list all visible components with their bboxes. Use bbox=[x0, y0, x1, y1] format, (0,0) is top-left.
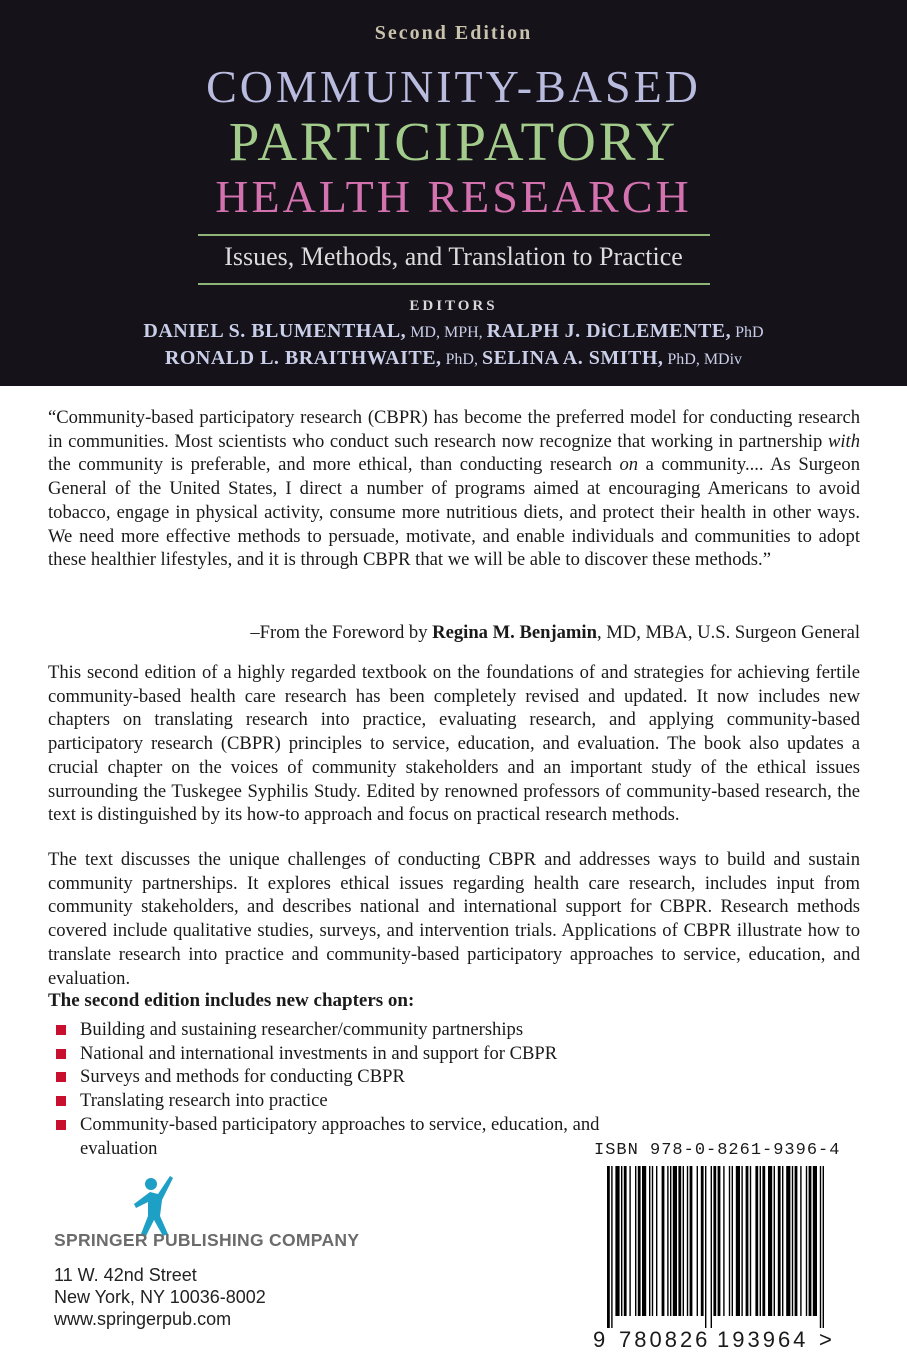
barcode-bar bbox=[667, 1166, 668, 1316]
barcode-bar bbox=[732, 1166, 733, 1316]
barcode-bar bbox=[629, 1166, 630, 1316]
barcode-bar bbox=[750, 1166, 751, 1316]
barcode-bar bbox=[718, 1166, 721, 1316]
list-item-text: Surveys and methods for conducting CBPR bbox=[80, 1066, 405, 1088]
barcode-bar bbox=[778, 1166, 781, 1316]
barcode-bar bbox=[652, 1166, 653, 1316]
editors-label: EDITORS bbox=[409, 298, 498, 314]
list-item-text: Building and sustaining researcher/community partnerships bbox=[80, 1019, 524, 1040]
quote-text: the community is preferable, and more ethical, than conducting research bbox=[48, 454, 620, 476]
list-item bbox=[56, 1089, 616, 1113]
title-line-1: COMMUNITY-BASED bbox=[206, 61, 701, 112]
editor-name: DANIEL S. BLUMENTHAL, bbox=[143, 320, 407, 342]
quote-text: a community.... As Surgeon General of the United States, I direct a number of programs aimed at encouraging Americans to avoid tobacco, engage in physical activity, consume more nutritious diets, and protect their health in other ways. We need more effective methods to persuade, motivate, and enable individuals and communities to adopt these healthier lifestyles, and it is through CBPR that we will be able to discover these methods.” bbox=[48, 454, 860, 571]
barcode-left-group: 780826 bbox=[619, 1327, 711, 1352]
barcode-bar bbox=[673, 1166, 677, 1316]
editor-name: RALPH J. DiCLEMENTE, bbox=[486, 320, 732, 342]
square-bullet-icon bbox=[56, 1072, 66, 1082]
barcode-bar bbox=[795, 1166, 798, 1316]
barcode-bar bbox=[687, 1166, 688, 1316]
cover-header bbox=[0, 0, 907, 386]
barcode-bar bbox=[786, 1166, 790, 1316]
editor-name: RONALD L. BRAITHWAITE, bbox=[164, 347, 442, 369]
address-line: New York, NY 10036-8002 bbox=[54, 1287, 266, 1307]
quote-text: “Community-based participatory research (CBPR) has become the preferred model for conducting research in communities. Most scientists who conduct such research now recognize that working in partnership bbox=[48, 407, 860, 452]
editors-line-2 bbox=[0, 347, 907, 370]
barcode-bar bbox=[774, 1166, 775, 1316]
barcode-bar bbox=[713, 1166, 716, 1316]
attribution-prefix: –From the Foreword by bbox=[250, 622, 433, 643]
square-bullet-icon bbox=[56, 1049, 66, 1059]
list-item-text: Translating research into practice bbox=[80, 1090, 328, 1112]
barcode-bar bbox=[662, 1166, 665, 1316]
publisher-address bbox=[54, 1264, 266, 1330]
editor-credentials: PhD, MDiv bbox=[667, 351, 743, 368]
editor-credentials: PhD bbox=[735, 324, 764, 341]
description-paragraph-2: The text discusses the unique challenges of conducting CBPR and addresses ways to build and sustain community partnerships. It explores ethical issues regarding health care research, includes input from community stakeholders, and describes national and international support for CBPR. Research methods covered include qualitative studies, surveys, and intervention trials. Applications of CBPR illustrate how to translate research into practice and community-based participatory approaches to service, education, and evaluation. bbox=[48, 849, 860, 989]
barcode-bar bbox=[723, 1166, 724, 1316]
barcode-bar bbox=[820, 1166, 821, 1328]
barcode-bar bbox=[638, 1166, 641, 1316]
list-item-text: National and international investments in and support for CBPR bbox=[80, 1042, 558, 1064]
list-item bbox=[56, 1018, 616, 1042]
barcode-bar bbox=[621, 1166, 622, 1316]
barcode-bar bbox=[806, 1166, 807, 1316]
barcode-right-group: 193964 bbox=[717, 1327, 809, 1352]
barcode-bar bbox=[649, 1166, 650, 1316]
website-link: www.springerpub.com bbox=[54, 1309, 232, 1329]
barcode-bar bbox=[768, 1166, 772, 1316]
barcode-bar bbox=[701, 1166, 704, 1316]
barcode-icon bbox=[593, 1166, 843, 1328]
editor-credentials: MD, MPH, bbox=[410, 324, 483, 341]
title-line-3: HEALTH RESEARCH bbox=[215, 171, 692, 222]
barcode-bar bbox=[656, 1166, 657, 1316]
barcode-bar bbox=[635, 1166, 636, 1316]
barcode-bar bbox=[746, 1166, 749, 1316]
attribution-suffix: , MD, MBA, U.S. Surgeon General bbox=[596, 622, 860, 643]
barcode-bar bbox=[755, 1166, 758, 1316]
barcode-bar bbox=[615, 1166, 619, 1316]
attribution-name: Regina M. Benjamin bbox=[432, 622, 597, 643]
publisher-name: SPRINGER PUBLISHING COMPANY bbox=[54, 1230, 360, 1250]
barcode-bar bbox=[792, 1166, 793, 1316]
title-line-2: PARTICIPATORY bbox=[228, 111, 679, 172]
editor-name: SELINA A. SMITH, bbox=[481, 347, 664, 369]
list-item-text: Community-based participatory approaches to service, education, and evaluation bbox=[80, 1113, 600, 1159]
quote-emphasis: with bbox=[827, 430, 860, 452]
barcode-bar bbox=[809, 1166, 812, 1316]
list-item bbox=[56, 1113, 616, 1160]
square-bullet-icon bbox=[56, 1120, 66, 1130]
barcode-bar bbox=[705, 1166, 706, 1328]
quote-emphasis: on bbox=[619, 454, 639, 476]
barcode-bar bbox=[670, 1166, 671, 1316]
description-paragraph-1: This second edition of a highly regarded textbook on the foundations of and strategies for achieving fertile community-based health care research has been completely revised and updated. It now includes new chapters on translating research into practice, evaluating research, and applying community-based participatory research (CBPR) principles to service, education, and evaluation. The book also updates a crucial chapter on the voices of community stakeholders and an important study of the ethical issues surrounding the Tuskegee Syphilis Study. Edited by renowned professors of community-based research, the text is distinguished by its how-to approach and focus on practical research methods. bbox=[48, 662, 860, 826]
barcode-bar bbox=[607, 1166, 610, 1328]
divider-bottom bbox=[198, 283, 710, 285]
barcode-bar bbox=[683, 1166, 684, 1316]
barcode-bar bbox=[642, 1166, 646, 1316]
barcode-first-digit: 9 bbox=[593, 1327, 606, 1352]
address-line: 11 W. 42nd Street bbox=[54, 1265, 197, 1285]
barcode-bar bbox=[760, 1166, 761, 1316]
barcode-bar bbox=[711, 1166, 712, 1328]
editors-line-1 bbox=[0, 320, 907, 343]
divider-top bbox=[198, 234, 710, 236]
editor-credentials: PhD, bbox=[445, 351, 478, 368]
barcode-bar bbox=[741, 1166, 742, 1316]
barcode-bar bbox=[800, 1166, 801, 1316]
list-item bbox=[56, 1042, 616, 1066]
barcode-bar bbox=[823, 1166, 824, 1328]
barcode-bar bbox=[762, 1166, 765, 1316]
barcode-bar bbox=[697, 1166, 698, 1316]
square-bullet-icon bbox=[56, 1096, 66, 1106]
barcode-bar bbox=[624, 1166, 627, 1316]
barcode-bar bbox=[782, 1166, 783, 1316]
edition-label: Second Edition bbox=[374, 22, 533, 44]
subtitle: Issues, Methods, and Translation to Practice bbox=[224, 242, 683, 271]
features-heading: The second edition includes new chapters on: bbox=[48, 990, 415, 1011]
barcode-arrow: > bbox=[819, 1327, 832, 1352]
foreword-attribution bbox=[48, 622, 860, 644]
foreword-quote bbox=[48, 406, 860, 572]
barcode-bar bbox=[678, 1166, 681, 1316]
barcode-bar bbox=[813, 1166, 817, 1316]
barcode-bar bbox=[611, 1166, 612, 1328]
barcode-bar bbox=[736, 1166, 740, 1316]
features-list bbox=[56, 1018, 616, 1160]
barcode-bar bbox=[729, 1166, 730, 1316]
square-bullet-icon bbox=[56, 1025, 66, 1035]
isbn-label: ISBN 978-0-8261-9396-4 bbox=[594, 1141, 841, 1160]
barcode-bar bbox=[690, 1166, 693, 1316]
list-item bbox=[56, 1065, 616, 1089]
